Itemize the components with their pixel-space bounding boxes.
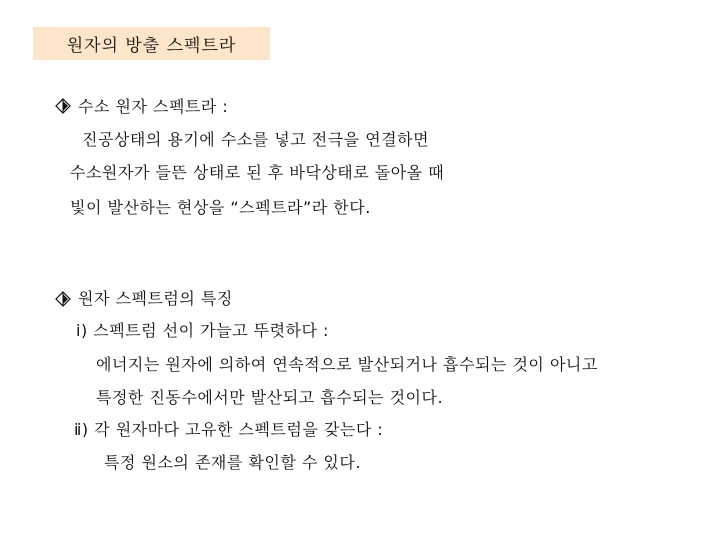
section2-item1-line-1: 에너지는 원자에 의하여 연속적으로 발산되거나 흡수되는 것이 아니고 — [96, 355, 598, 374]
slide-title — [33, 27, 270, 60]
slide-title-text: 원자의 방출 스펙트라 — [66, 36, 237, 56]
section2-heading: 원자 스펙트럼의 특징 — [78, 289, 233, 308]
section2-item2-label: ⅱ) 각 원자마다 고유한 스펙트럼을 갖는다 : — [74, 420, 384, 439]
section1-line-3: 빛이 발산하는 현상을 “스펙트라”라 한다. — [70, 198, 371, 217]
diamond-bullet-icon — [55, 98, 71, 114]
section1-line-1: 진공상태의 용기에 수소를 넣고 전극을 연결하면 — [82, 130, 430, 149]
section1-line-2: 수소원자가 들뜬 상태로 된 후 바닥상태로 돌아올 때 — [70, 163, 445, 182]
section2-item1-line-2: 특정한 진동수에서만 발산되고 흡수되는 것이다. — [96, 388, 444, 407]
section2-item2-line-1: 특정 원소의 존재를 확인할 수 있다. — [104, 453, 361, 472]
diamond-bullet-icon — [55, 291, 71, 307]
section1-heading: 수소 원자 스펙트라 : — [78, 97, 229, 116]
section2-item1-label: ⅰ) 스펙트럼 선이 가늘고 뚜렷하다 : — [76, 321, 329, 340]
